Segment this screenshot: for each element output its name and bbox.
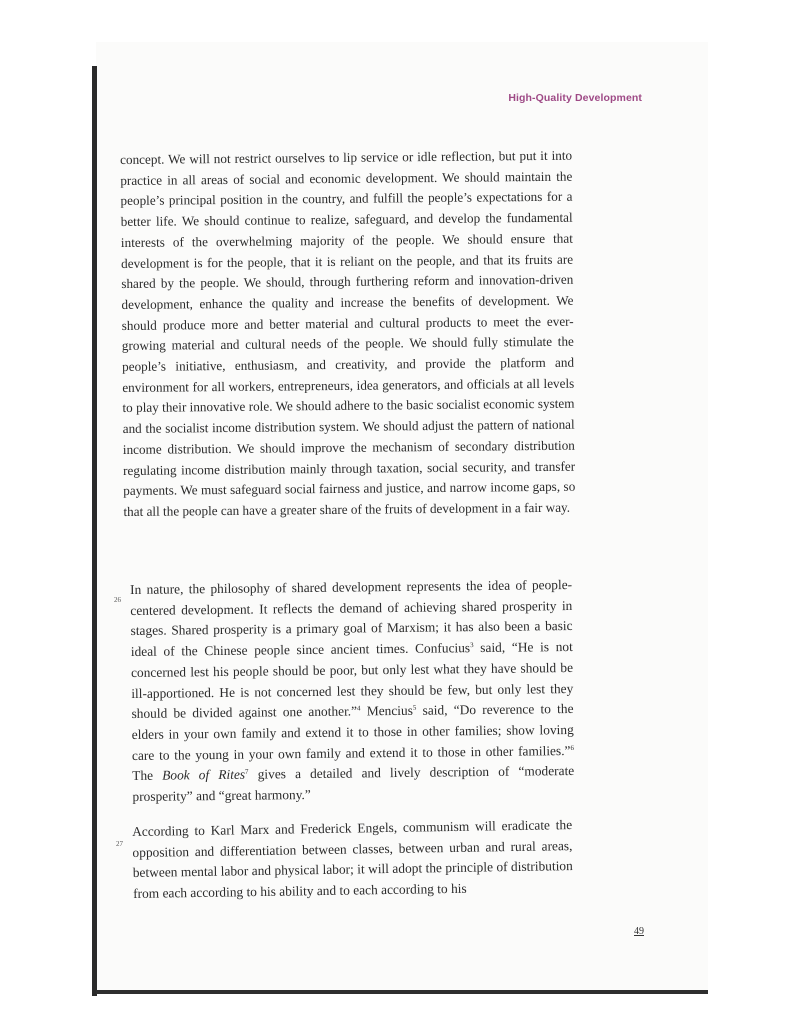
paragraph-27 — [132, 815, 573, 905]
page-number: 49 — [634, 926, 644, 937]
paragraph-text: concept. We will not restrict ourselves to lip service or idle reflection, but put it into practice in all areas of social and economic development. We should maintain the people’s principal position in the country, and fulfill the people’s expectations for a better life. We should continue to realize, safeguard, and develop the fundamental interests of the overwhelming majority of the people. We should ensure that development is for the people, that it is reliant on the people, and that its fruits are shared by the people. We should, through furthering reform and innovation-driven development, enhance the quality and increase the benefits of development. We should produce more and better material and cultural products to meet the ever-growing material and cultural needs of the people. We should fully stimulate the people’s initiative, enthusiasm, and creativity, and provide the platform and environment for all workers, entrepreneurs, idea generators, and officials at all levels to play their innovative role. We should adhere to the basic socialist economic system and the socialist income distribution system. We should adjust the pattern of national income distribution. We should improve the mechanism of secondary distribution regulating income distribution mainly through taxation, social security, and transfer payments. We must safeguard social fairness and justice, and narrow income gaps, so that all the people can have a greater share of the fruits of development in a fair way. — [120, 147, 576, 519]
text-segment: said, “Do reverence to the elders in your own family and extend it to those in other families; show loving care to the young in your own family and extend it to those in other families.” — [131, 701, 574, 763]
paragraph-continued — [120, 146, 576, 523]
footnote-ref: 5 — [412, 703, 417, 713]
text-segment: gives a detailed and lively description of “moderate prosperity” and “great harmony.” — [132, 763, 575, 805]
book-title: Book of Rites — [162, 767, 246, 783]
page-spine-shadow — [92, 66, 97, 996]
footnote-ref: 7 — [244, 767, 249, 777]
running-head-title: High-Quality Development — [508, 92, 642, 104]
paragraph-number: 27 — [116, 840, 123, 848]
footnote-ref: 3 — [470, 641, 474, 650]
text-segment: The — [132, 767, 163, 784]
paragraph-number: 26 — [114, 596, 121, 604]
footnote-ref: 4 — [356, 704, 361, 713]
paragraph-text — [130, 575, 575, 808]
paragraph-text: According to Karl Marx and Frederick Engels, communism will eradicate the opposition and differentiation between classes, between urban and rural areas, between mental labor and physical labor; it will adopt the principle of distribution from each according to his ability and to each according to his — [132, 817, 573, 902]
text-segment: said, “He is not concerned lest his people should be poor, but only lest what they have should be ill-apportioned. He is not concerned lest they should be few, but only lest they should be divided against one another.” — [130, 639, 574, 722]
paragraph-26 — [130, 575, 575, 808]
text-segment: Mencius — [360, 703, 413, 719]
page-bottom-edge — [96, 990, 708, 994]
text-segment: In nature, the philosophy of shared development represents the idea of people-centered development. It reflects the demand of achieving shared prosperity in stages. Shared prosperity is a primary goal of Marxism; it has also been a basic ideal of the Chinese people since ancient times. Confucius — [130, 576, 573, 660]
footnote-ref: 6 — [570, 743, 574, 752]
